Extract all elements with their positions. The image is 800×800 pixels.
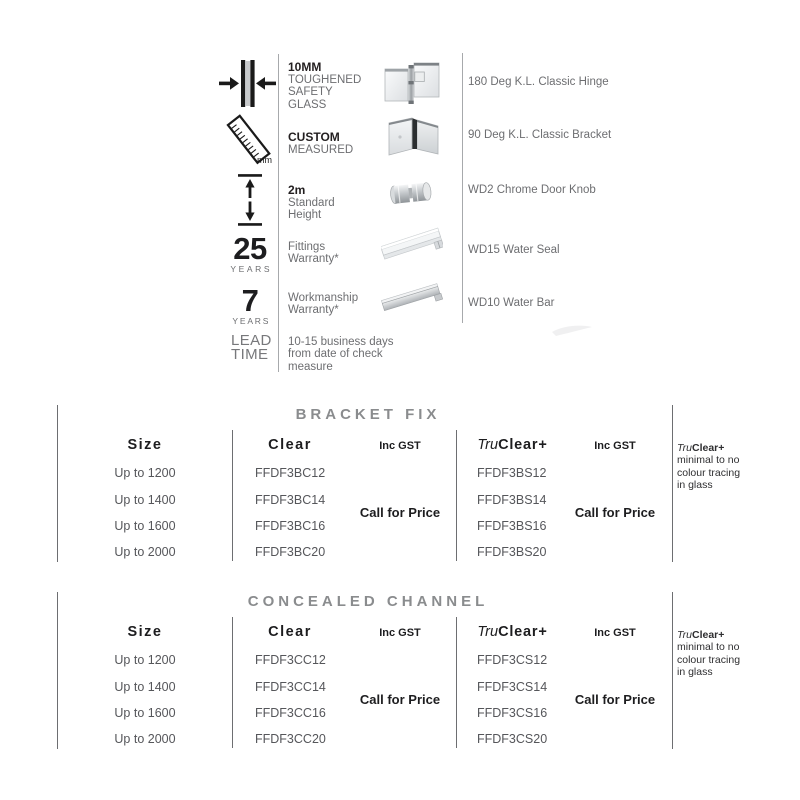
col-header-clear: Clear (268, 624, 312, 640)
size-cell: Up to 2000 (114, 545, 176, 559)
glass-spec (288, 61, 361, 111)
door-knob-image (389, 177, 435, 209)
table-line-mid2 (456, 430, 457, 561)
fittings-spec-line: Warranty* (288, 253, 339, 266)
glass-spec-line: GLASS (288, 98, 327, 111)
water-seal-image (381, 223, 443, 269)
height-spec-title: 2m (288, 183, 306, 197)
table-line-right (672, 405, 673, 562)
truclear-note-line: minimal to no (677, 641, 740, 654)
clear-code-cell: FFDF3CC12 (255, 653, 326, 667)
lead-time-word: TIME (231, 346, 269, 363)
glass-spec-title: 10MM (288, 60, 322, 74)
table-line-mid1 (232, 617, 233, 748)
fittings-warranty-badge (222, 231, 278, 274)
size-cell: Up to 2000 (114, 732, 176, 746)
truclear-note-line: in glass (677, 665, 713, 678)
clear-code-cell: FFDF3BC12 (255, 466, 326, 480)
clear-code-cell: FFDF3BC20 (255, 545, 326, 559)
fittings-spec (288, 241, 339, 266)
swoosh-watermark (550, 321, 594, 339)
custom-spec (288, 131, 353, 156)
truclear-note (677, 629, 755, 678)
col-header-size: Size (127, 624, 163, 640)
glass-spec-line: SAFETY (288, 86, 333, 99)
bracket-fix-table (0, 400, 800, 570)
door-knob-label: WD2 Chrome Door Knob (468, 184, 596, 196)
glass-thickness-icon (219, 60, 276, 107)
size-cell: Up to 1200 (114, 466, 176, 480)
truclear-code-cell: FFDF3CS16 (477, 706, 548, 720)
truclear-price-label: Call for Price (574, 692, 656, 707)
col-header-incgst2: Inc GST (594, 440, 636, 452)
truclear-note-line: colour tracing (677, 466, 741, 479)
truclear-code-cell: FFDF3CS14 (477, 680, 548, 694)
truclear-note-title: TruClear+ (677, 442, 725, 454)
col-header-incgst: Inc GST (379, 440, 421, 452)
height-arrow-icon (233, 173, 267, 227)
size-cell: Up to 1200 (114, 653, 176, 667)
custom-spec-line: MEASURED (288, 144, 354, 156)
truclear-code-cell: FFDF3BS12 (477, 466, 547, 480)
size-cell: Up to 1600 (114, 706, 176, 720)
table-line-mid1 (232, 430, 233, 561)
truclear-note-title: TruClear+ (677, 629, 725, 641)
fittings-years-unit: YEARS (230, 264, 273, 274)
truclear-suffix: Clear+ (498, 624, 548, 640)
workmanship-spec-line: Warranty* (288, 304, 339, 317)
workmanship-spec (288, 292, 358, 317)
truclear-note (677, 442, 755, 491)
size-cell: Up to 1600 (114, 519, 176, 533)
table-line-left (57, 592, 58, 749)
bracket-label: 90 Deg K.L. Classic Bracket (468, 129, 612, 141)
lead-time-badge (231, 334, 272, 362)
truclear-note-line: colour tracing (677, 653, 741, 666)
clear-code-cell: FFDF3CC16 (255, 706, 326, 720)
table-line-right (672, 592, 673, 749)
water-seal-label: WD15 Water Seal (468, 244, 560, 256)
workmanship-years-unit: YEARS (232, 316, 271, 326)
table-line-mid2 (456, 617, 457, 748)
col-header-truclear (465, 624, 560, 640)
truclear-note-line: minimal to no (677, 454, 740, 467)
lead-time-spec (288, 336, 393, 373)
truclear-code-cell: FFDF3BS16 (477, 519, 547, 533)
concealed-channel-table (0, 587, 800, 757)
fittings-spec-line: Fittings (288, 241, 326, 253)
truclear-suffix: Clear+ (498, 437, 548, 453)
workmanship-years-value: 7 (241, 283, 259, 318)
truclear-note-line: in glass (677, 478, 713, 491)
water-bar-label: WD10 Water Bar (468, 297, 555, 309)
hinge-image (384, 60, 440, 108)
lead-time-line: 10-15 business days (288, 336, 394, 348)
hardware-divider-line (462, 53, 463, 323)
truclear-code-cell: FFDF3CS20 (477, 732, 548, 746)
table-title: CONCEALED CHANNEL (247, 593, 489, 610)
truclear-prefix: Tru (477, 624, 499, 640)
truclear-code-cell: FFDF3BS20 (477, 545, 547, 559)
workmanship-spec-line: Workmanship (288, 292, 359, 304)
fittings-years-value: 25 (233, 231, 267, 266)
col-header-truclear (465, 437, 560, 453)
height-spec-line: Height (288, 209, 322, 222)
ruler-unit-label: mm (257, 155, 272, 165)
custom-spec-title: CUSTOM (288, 130, 340, 144)
ruler-icon (224, 113, 274, 167)
col-header-incgst: Inc GST (379, 627, 421, 639)
lead-time-line: measure (288, 360, 333, 373)
truclear-prefix: Tru (477, 437, 499, 453)
lead-time-word: LEAD (231, 332, 272, 349)
size-cell: Up to 1400 (114, 493, 176, 507)
size-cell: Up to 1400 (114, 680, 176, 694)
col-header-incgst2: Inc GST (594, 627, 636, 639)
lead-time-line: from date of check (288, 348, 383, 361)
col-header-size: Size (127, 437, 163, 453)
truclear-price-label: Call for Price (574, 505, 656, 520)
table-title: BRACKET FIX (295, 406, 441, 423)
hinge-label: 180 Deg K.L. Classic Hinge (468, 76, 609, 88)
workmanship-warranty-badge (222, 283, 278, 326)
clear-code-cell: FFDF3BC16 (255, 519, 326, 533)
truclear-code-cell: FFDF3BS14 (477, 493, 547, 507)
clear-code-cell: FFDF3CC20 (255, 732, 326, 746)
clear-code-cell: FFDF3CC14 (255, 680, 326, 694)
clear-price-label: Call for Price (359, 692, 441, 707)
height-spec-line: Standard (288, 197, 335, 209)
clear-code-cell: FFDF3BC14 (255, 493, 326, 507)
height-spec (288, 184, 335, 222)
truclear-code-cell: FFDF3CS12 (477, 653, 548, 667)
bracket-image (386, 113, 440, 159)
spec-divider-line (278, 54, 279, 372)
col-header-clear: Clear (268, 437, 312, 453)
glass-spec-line: TOUGHENED (288, 74, 362, 86)
table-line-left (57, 405, 58, 562)
clear-price-label: Call for Price (359, 505, 441, 520)
water-bar-image (381, 276, 443, 320)
